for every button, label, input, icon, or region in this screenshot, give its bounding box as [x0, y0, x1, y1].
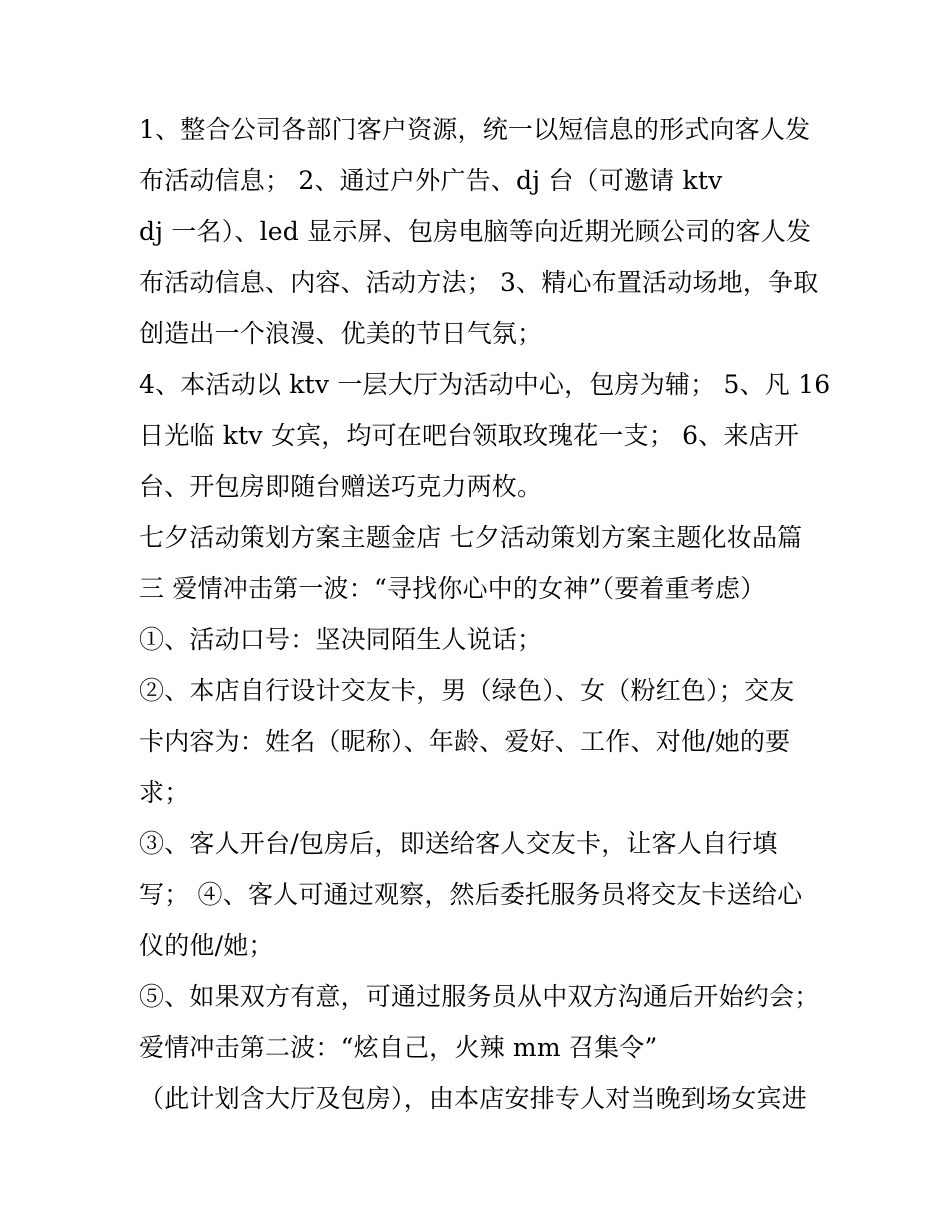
text-line: 仪的他/她； [139, 931, 274, 960]
document-body [139, 104, 829, 1124]
text-line: 三 爱情冲击第一波：“寻找你心中的女神”（要着重考虑） [139, 574, 766, 603]
text-line: 台、开包房即随台赠送巧克力两枚。 [139, 472, 543, 501]
text-line: 1、整合公司各部门客户资源，统一以短信息的形式向客人发 [139, 115, 811, 144]
text-line: （此计划含大厅及包房），由本店安排专人对当晚到场女宾进 [139, 1084, 807, 1113]
text-line: dj 一名）、led 显示屏、包房电脑等向近期光顾公司的客人发 [139, 217, 812, 246]
text-line: 4、本活动以 ktv 一层大厅为活动中心，包房为辅； 5、凡 16 [139, 370, 831, 399]
text-line: 日光临 ktv 女宾，均可在吧台领取玫瑰花一支； 6、来店开 [139, 421, 800, 450]
text-line: ⑤、如果双方有意，可通过服务员从中双方沟通后开始约会； [139, 982, 820, 1011]
text-line: ②、本店自行设计交友卡，男（绿色）、女（粉红色）；交友 [139, 676, 795, 705]
text-line: 爱情冲击第二波：“炫自己，火辣 mm 召集令” [139, 1033, 658, 1062]
text-line: ①、活动口号：坚决同陌生人说话； [139, 625, 543, 654]
text-line: 求； [139, 778, 190, 807]
text-line: 七夕活动策划方案主题金店 七夕活动策划方案主题化妆品篇 [139, 523, 803, 552]
text-line: 写； ④、客人可通过观察，然后委托服务员将交友卡送给心 [139, 880, 803, 909]
text-line: 卡内容为：姓名（昵称）、年龄、爱好、工作、对他/她的要 [139, 727, 791, 756]
text-line: 布活动信息； 2、通过户外广告、dj 台（可邀请 ktv [139, 166, 723, 195]
text-line: ③、客人开台/包房后，即送给客人交友卡，让客人自行填 [139, 829, 778, 858]
text-line: 布活动信息、内容、活动方法； 3、精心布置活动场地，争取 [139, 268, 819, 297]
text-line: 创造出一个浪漫、优美的节日气氛； [139, 319, 543, 348]
